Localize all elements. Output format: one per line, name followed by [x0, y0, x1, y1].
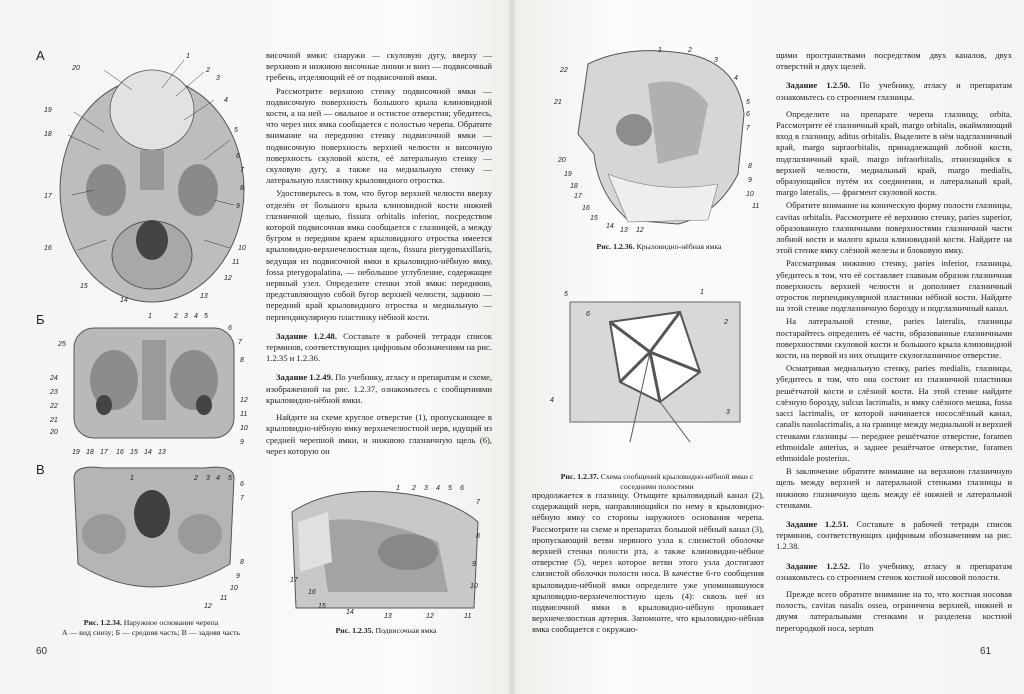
fig34b-label: 14 [144, 449, 152, 456]
fig34b-label: 3 [184, 313, 188, 320]
fig35-label: 6 [460, 485, 464, 492]
fig34c-label: 1 [130, 475, 134, 482]
fig34a-label: 2 [206, 67, 210, 74]
task-text: Составьте в рабочей тетради список терминов, соответствующих цифровым обозначениям на рис. 1.2.38. [776, 518, 1012, 552]
fig34a-label: 18 [44, 131, 52, 138]
caption-number: Рис. 1.2.34. [83, 618, 122, 627]
fig34a-label: 16 [44, 245, 52, 252]
caption-number: Рис. 1.2.37. [560, 472, 599, 481]
fig36-label: 8 [748, 163, 752, 170]
fig34c-label: 10 [230, 585, 238, 592]
fig37-label: 3 [726, 409, 730, 416]
fig37-label: 6 [586, 311, 590, 318]
fig34a-label: 7 [240, 167, 244, 174]
caption-title: Наружное основание черепа [123, 618, 219, 627]
task-label: Задание 1.2.51. [786, 518, 849, 529]
task-text: По учебнику, атласу и препаратам ознакомьтесь со строением стенок костной носовой полости. [776, 560, 1013, 582]
fig34b-label: 7 [238, 339, 242, 346]
fig34b-label: 24 [50, 375, 58, 382]
fig34b-label: 23 [50, 389, 58, 396]
panel-letter-a: А [36, 48, 45, 63]
fig36-label: 5 [746, 99, 750, 106]
figure-infratemporal-fossa [288, 482, 484, 622]
fig35-label: 16 [308, 589, 316, 596]
fig37-label: 5 [564, 291, 568, 298]
fig34a-label: 9 [236, 203, 240, 210]
task-1-2-50 [776, 80, 1012, 102]
fig34b-label: 22 [50, 403, 58, 410]
fig35-label: 4 [436, 485, 440, 492]
figure-pterygopalatine-fossa [538, 44, 762, 234]
fig36-label: 19 [564, 171, 572, 178]
fig34c-label: 6 [240, 481, 244, 488]
fig35-label: 5 [448, 485, 452, 492]
paragraph: продолжается в глазницу. Отыщите крыловидный канал (2), содержащий нерв, направляющийся по нему в крыловидно-нёбную ямку со стороны наружного основания черепа. Рассмотрите на схеме и препаратах большой нёбный канал (3), пропускающий ветви нервного узла к слизистой оболочке верхней стенки полости рта, а также клиновидно-нёбное отверстие (5), через которое ветви этого узла достигают слизистой оболочки полости носа. В качестве 6-го сообщения крыловидно-нёбной ямки определите уже упоминавшуюся крыловидно-верхнечелюстную щель (4): сквозь неё из подвисочной ямки в крыловидно-нёбную проникает верхнечелюстная артерия. Запомните, что крыловидно-нёбная ямка сообщается с окружаю- [532, 490, 764, 635]
task-text: По учебнику, атласу и препаратам ознакомьтесь со строением глазницы. [776, 80, 1013, 102]
fig37-label: 1 [700, 289, 704, 296]
fig34a-label: 10 [238, 245, 246, 252]
fig36-label: 21 [554, 99, 562, 106]
fig34a-label: 15 [80, 283, 88, 290]
fig34b-label: 13 [158, 449, 166, 456]
panel-letter-b: Б [36, 312, 45, 327]
fig36-label: 14 [606, 223, 614, 230]
task-1-2-49 [266, 372, 492, 406]
fig35-label: 1 [396, 485, 400, 492]
fig35-label: 9 [472, 561, 476, 568]
right-col2-text [776, 50, 1012, 636]
fig34b-label: 2 [174, 313, 178, 320]
figure-skull-base-view-a [44, 50, 254, 308]
fig35-label: 17 [290, 577, 298, 584]
fig34a-label: 17 [44, 193, 52, 200]
fig34c-label: 11 [220, 595, 228, 602]
fig36-label: 16 [582, 205, 590, 212]
paragraph: Определите на препарате черепа глазницу, orbita. Рассмотрите её глазничный край, margo orbitalis, окаймляющий вход в глазницу, aditus orbitalis. Выделите в нём надглазничный край, margo supraorbitalis, принадлежащий лобной кости, подглазничный край, margo infraorbitalis, относящийся к верхней челюсти, медиальный край, margo medialis, образующийся путём их соединения, и латеральный край, margo lateralis, — фрагмент скуловой кости. [776, 108, 1012, 198]
fig34b-label: 11 [240, 411, 248, 418]
fig34c-label: 9 [236, 573, 240, 580]
fig34c-label: 12 [204, 603, 212, 610]
fig34c-label: 7 [240, 495, 244, 502]
fig34b-label: 1 [148, 313, 152, 320]
fig34b-label: 4 [194, 313, 198, 320]
fig34a-label: 1 [186, 53, 190, 60]
fig34a-label: 13 [200, 293, 208, 300]
fig36-label: 11 [752, 203, 760, 210]
fig36-label: 2 [688, 47, 692, 54]
fig36-label: 22 [560, 67, 568, 74]
fig34a-label: 19 [44, 107, 52, 114]
fig34c-label: 4 [216, 475, 220, 482]
fig36-label: 13 [620, 227, 628, 234]
fig34b-label: 17 [100, 449, 108, 456]
caption-title: Схема сообщений крыловидно-нёбной ямки с соседними полостями [600, 472, 754, 491]
fig34a-label: 3 [216, 75, 220, 82]
task-1-2-51 [776, 519, 1012, 553]
fig36-label: 12 [636, 227, 644, 234]
task-label: Задание 1.2.50. [786, 80, 851, 91]
right-col1-text [532, 490, 764, 638]
page-number-right: 61 [980, 646, 992, 657]
left-text-column [266, 50, 492, 459]
fig36-label: 6 [746, 111, 750, 118]
fig34b-label: 16 [116, 449, 124, 456]
caption-number: Рис. 1.2.36. [596, 242, 635, 251]
figure-caption-1-2-34 [44, 618, 258, 637]
paragraph: В заключение обратите внимание на верхнюю глазничную щель между верхней и латеральной стенками глазницы и нижнюю глазничную щель между её нижней и латеральной стенками. [776, 466, 1012, 510]
fig34c-label: 2 [194, 475, 198, 482]
paragraph: На латеральной стенке, paries lateralis, глазницы постарайтесь определить её части, образованные глазничными поверхностями скуловой кости и большого крыла клиновидной кости, на первой из них отыщите скулоглазничное отверстие. [776, 316, 1012, 361]
fig34b-label: 5 [204, 313, 208, 320]
fig36-label: 4 [734, 75, 738, 82]
fig36-label: 20 [558, 157, 566, 164]
fig34b-label: 20 [50, 429, 58, 436]
task-label: Задание 1.2.48. [276, 330, 337, 341]
paragraph: Обратите внимание на коническую форму полости глазницы, cavitas orbitalis. Рассмотрите её верхнюю стенку, paries superior, образованную глазничными поверхностями глазничной части лобной кости и малого крыла клиновидной кости. Найдите на этой стенке ямку слёзной железы и блоковую ямку. [776, 200, 1012, 256]
fig34b-label: 15 [130, 449, 138, 456]
task-text: Составьте в рабочей тетради список терминов, соответствующих цифровым обозначениям на рис. 1.2.35 и 1.2.36. [266, 330, 492, 364]
figure-caption-1-2-36 [554, 242, 764, 252]
fig36-label: 17 [574, 193, 582, 200]
fig35-label: 3 [424, 485, 428, 492]
paragraph: Рассмотрите верхнюю стенку подвисочной ямки — подвисочную поверхность большого крыла клиновидной кости, а на ней — овальное и остистое отверстия; убедитесь, что через них ямка сообщается с полостью черепа. Обратите внимание на переднюю стенку подвисочной ямки — подвисочную поверхность верхней челюсти и височную поверхность скуловой кости, её латеральную стенку — скуловую дугу, а также на медиальную стенку — латеральную пластинку крыловидного отростка. [266, 85, 492, 186]
task-1-2-52 [776, 561, 1012, 583]
fig37-label: 4 [550, 397, 554, 404]
fig36-label: 7 [746, 125, 750, 132]
fig36-label: 18 [570, 183, 578, 190]
paragraph: височной ямки: снаружи — скуловую дугу, вверху — верхнюю и нижнюю височные линии и вниз — подвисочный гребень, отделяющий её от подвисочной ямки. [266, 50, 492, 83]
fig35-label: 2 [412, 485, 416, 492]
figure-caption-1-2-37 [550, 472, 764, 491]
fig34b-label: 10 [240, 425, 248, 432]
paragraph: щими пространствами посредством двух каналов, двух отверстий и двух щелей. [776, 50, 1012, 72]
figure-skull-base-view-c [44, 464, 254, 610]
fig34a-label: 8 [240, 185, 244, 192]
paragraph: Найдите на схеме круглое отверстие (1), пропускающее в крыловидно-нёбную ямку верхнечелюстной нерв, идущий из средней черепной ямки, и нижнюю глазничную щель (6), через которую он [266, 412, 492, 456]
fig34b-label: 8 [240, 357, 244, 364]
fig34c-label: 8 [240, 559, 244, 566]
figure-fossa-communications-scheme [550, 282, 750, 458]
paragraph: Осматривая медиальную стенку, paries medialis, глазницы, убедитесь в том, что она состоит из глазничной пластинки решётчатой кости и слёзной кости. На этой стенке найдите слёзную борозду, sulcus lacrimalis, и ямку слёзного мешка, fossa sacci lacrimalis, от которой начинается носослёзный канал, canalis nasolacrimalis, а на границе между медиальной и верхней стенками глазницы — переднее решётчатое отверстие, foramen ethmoidale anterius, и заднее решётчатое отверстие, foramen ethmoidale posterius. [776, 363, 1012, 463]
task-text: По учебнику, атласу и препаратам и схеме, изображенной на рис. 1.2.37, ознакомьтесь с сообщениями крыловидно-нёбной ямки. [266, 372, 492, 405]
fig37-label: 2 [724, 319, 728, 326]
left-page [0, 0, 510, 694]
right-page [514, 0, 1024, 694]
fig34a-label: 6 [236, 153, 240, 160]
fig34b-label: 9 [240, 439, 244, 446]
fig36-label: 15 [590, 215, 598, 222]
fig36-label: 9 [748, 177, 752, 184]
fig34a-label: 4 [224, 97, 228, 104]
figure-skull-base-view-b [44, 310, 254, 460]
fig35-label: 13 [384, 613, 392, 620]
fig34b-label: 12 [240, 397, 248, 404]
fig34b-label: 25 [58, 341, 66, 348]
figure-caption-1-2-35 [288, 626, 484, 636]
fig35-label: 14 [346, 609, 354, 616]
paragraph: Удостоверьтесь в том, что бугор верхней челюсти вверху отделён от большого крыла клиновидной кости нижней глазничной щелью, fissura orbitalis inferior, посредством которой подвисочная ямка сообщается с глазницей, а между бугром и передним краем крыловидного отростка имеется крыловидно-верхнечелюстная щель, fissura pterygomaxillaris, ведущая из подвисочной ямки в крыловидно-нёбную ямку, fossa pterygopalatina, — небольшое углубление, содержащее нервный узел. Определите стенки этой ямки: переднюю, представляющую собой бугор верхней челюсти, заднюю — передний край крыловидного отростка и медиальную — перпендикулярную пластинку нёбной кости. [266, 188, 492, 322]
page-number-left: 60 [36, 646, 48, 657]
caption-title: Крыловидно-нёбная ямка [636, 242, 722, 251]
fig34a-label: 14 [120, 297, 128, 304]
fig35-label: 15 [318, 603, 326, 610]
caption-number: Рис. 1.2.35. [335, 626, 374, 635]
fig34b-label: 19 [72, 449, 80, 456]
fig34c-label: 5 [228, 475, 232, 482]
caption-subtitle: А — вид снизу; Б — средняя часть; В — задняя часть [61, 627, 241, 637]
fig35-label: 12 [426, 613, 434, 620]
fig36-label: 10 [746, 191, 754, 198]
fig34b-label: 6 [228, 325, 232, 332]
fig35-label: 8 [476, 533, 480, 540]
task-label: Задание 1.2.49. [276, 372, 334, 383]
fig34b-label: 21 [50, 417, 58, 424]
fig34a-label: 12 [224, 275, 232, 282]
fig34b-label: 18 [86, 449, 94, 456]
fig34a-label: 20 [72, 65, 80, 72]
panel-letter-c: В [36, 462, 45, 477]
fig35-label: 7 [476, 499, 480, 506]
paragraph: Рассматривая нижнюю стенку, paries inferior, глазницы, убедитесь в том, что её составляет главным образом глазничная поверхность верхней челюсти и дополняет глазничный отросток перпендикулярной пластинки нёбной кости. Найдите на этой стенке подглазничную борозду и подглазничный канал. [776, 258, 1012, 314]
fig36-label: 1 [658, 47, 662, 54]
fig35-label: 10 [470, 583, 478, 590]
fig34c-label: 3 [206, 475, 210, 482]
task-label: Задание 1.2.52. [786, 560, 851, 571]
fig36-label: 3 [714, 57, 718, 64]
caption-title: Подвисочная ямка [375, 626, 437, 635]
task-1-2-48 [266, 331, 492, 365]
fig34a-label: 5 [234, 127, 238, 134]
fig34a-label: 11 [232, 259, 240, 266]
fig35-label: 11 [464, 613, 472, 620]
paragraph: Прежде всего обратите внимание на то, что костная носовая полость, cavitas nasalis ossea, ограничена верхней, нижней и двумя латеральными стенками и разделена костной перегородкой носа, septum [776, 588, 1012, 633]
